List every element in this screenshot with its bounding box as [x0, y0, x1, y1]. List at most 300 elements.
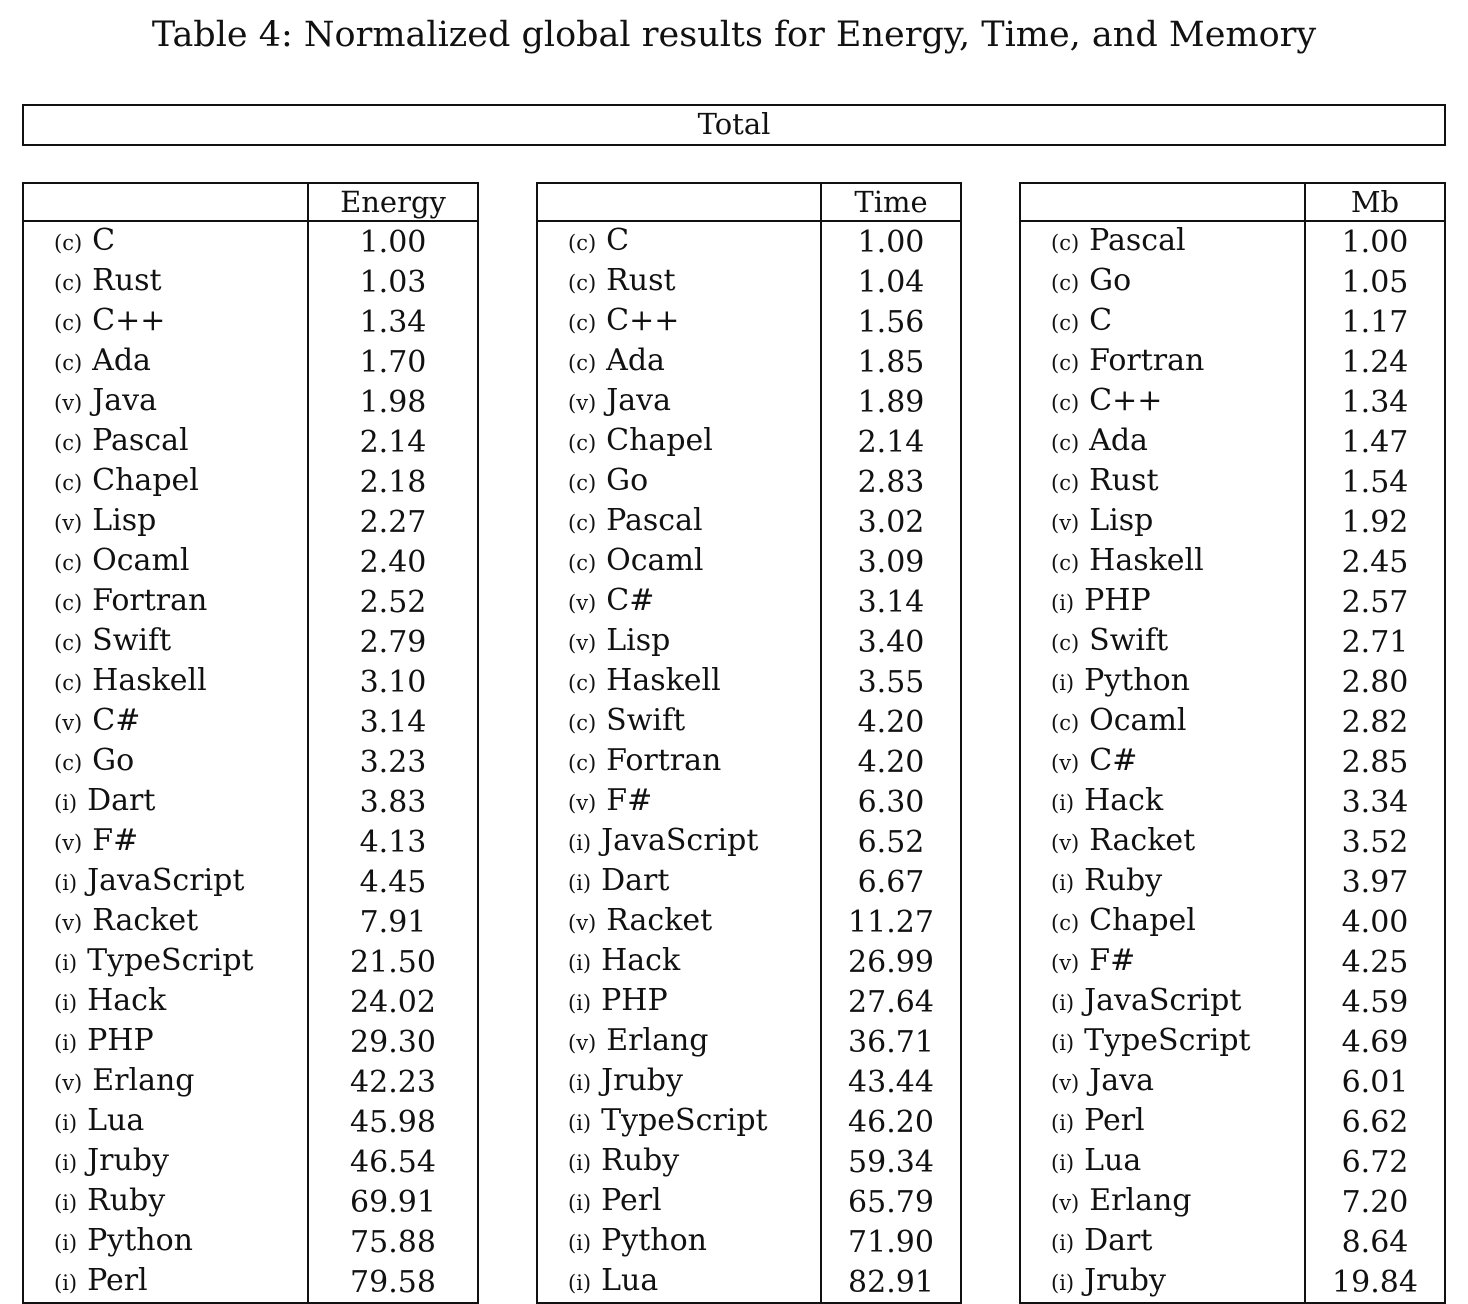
language-name: Fortran [606, 743, 722, 778]
language-name: Go [606, 463, 649, 498]
table-row [537, 1062, 961, 1102]
language-category-tag: (i) [1051, 991, 1075, 1015]
table-row [537, 1022, 961, 1062]
language-name: Pascal [92, 423, 189, 458]
language-category-tag: (i) [568, 1151, 592, 1175]
language-cell [23, 1022, 308, 1062]
language-cell [537, 502, 821, 542]
language-cell [537, 702, 821, 742]
table-row [23, 302, 478, 342]
value-cell: 1.00 [821, 221, 961, 262]
table-row [23, 1262, 478, 1303]
language-category-tag: (c) [1051, 431, 1080, 455]
language-cell [23, 462, 308, 502]
language-name: Ada [606, 343, 665, 378]
language-name: C++ [606, 303, 680, 338]
language-cell [537, 1222, 821, 1262]
language-cell [23, 942, 308, 982]
language-category-tag: (i) [1051, 1271, 1075, 1295]
language-cell [23, 502, 308, 542]
language-name: Ada [92, 343, 151, 378]
value-cell: 29.30 [308, 1022, 478, 1062]
language-category-tag: (i) [1051, 791, 1075, 815]
table-row [537, 422, 961, 462]
value-cell: 3.55 [821, 662, 961, 702]
language-cell [537, 1062, 821, 1102]
language-cell [1020, 1062, 1305, 1102]
value-cell: 1.17 [1305, 302, 1445, 342]
table-row [537, 622, 961, 662]
language-category-tag: (c) [1051, 471, 1080, 495]
table-row [537, 462, 961, 502]
value-cell: 3.23 [308, 742, 478, 782]
table-row [1020, 302, 1445, 342]
value-cell: 11.27 [821, 902, 961, 942]
language-cell [1020, 1142, 1305, 1182]
language-name: Python [601, 1223, 708, 1258]
table-row [1020, 262, 1445, 302]
language-category-tag: (i) [568, 1111, 592, 1135]
table-row [1020, 462, 1445, 502]
language-name: Perl [1084, 1103, 1145, 1138]
total-header: Total [22, 104, 1446, 146]
language-name: Jruby [87, 1143, 169, 1178]
value-cell: 82.91 [821, 1262, 961, 1303]
table-row [23, 1222, 478, 1262]
value-cell: 4.45 [308, 862, 478, 902]
value-cell: 2.71 [1305, 622, 1445, 662]
language-name: Dart [87, 783, 156, 818]
language-category-tag: (i) [568, 831, 592, 855]
language-name: C [1089, 303, 1113, 338]
value-cell: 42.23 [308, 1062, 478, 1102]
language-cell [1020, 902, 1305, 942]
value-cell: 2.14 [308, 422, 478, 462]
language-cell [1020, 742, 1305, 782]
language-cell [23, 422, 308, 462]
value-cell: 3.83 [308, 782, 478, 822]
language-category-tag: (c) [1051, 231, 1080, 255]
value-cell: 1.05 [1305, 262, 1445, 302]
language-name: Jruby [601, 1063, 683, 1098]
table-row [537, 342, 961, 382]
language-cell [537, 1102, 821, 1142]
language-name: C# [1089, 743, 1138, 778]
table-row [23, 422, 478, 462]
language-name: C [606, 223, 630, 258]
language-name: C++ [92, 303, 166, 338]
value-cell: 4.20 [821, 702, 961, 742]
language-cell [537, 221, 821, 262]
value-cell: 4.69 [1305, 1022, 1445, 1062]
language-cell [23, 822, 308, 862]
table-row [1020, 1022, 1445, 1062]
table-row [23, 702, 478, 742]
table-row [1020, 422, 1445, 462]
language-name: PHP [87, 1023, 154, 1058]
language-name: Erlang [1089, 1183, 1192, 1218]
language-name: PHP [601, 983, 668, 1018]
language-cell [23, 702, 308, 742]
value-cell: 43.44 [821, 1062, 961, 1102]
table-row [23, 462, 478, 502]
value-cell: 75.88 [308, 1222, 478, 1262]
time-table-blank-header [537, 183, 821, 221]
language-category-tag: (v) [1051, 511, 1080, 535]
language-cell [23, 902, 308, 942]
language-cell [23, 1222, 308, 1262]
value-cell: 2.27 [308, 502, 478, 542]
language-category-tag: (c) [568, 231, 597, 255]
language-cell [537, 782, 821, 822]
table-row [1020, 1142, 1445, 1182]
language-category-tag: (i) [568, 1071, 592, 1095]
language-name: Chapel [606, 423, 713, 458]
value-cell: 2.14 [821, 422, 961, 462]
table-row [1020, 221, 1445, 262]
language-cell [1020, 502, 1305, 542]
value-cell: 2.85 [1305, 742, 1445, 782]
table-row [1020, 1102, 1445, 1142]
language-name: Lisp [92, 503, 157, 538]
language-cell [537, 1142, 821, 1182]
language-name: Chapel [92, 463, 199, 498]
language-name: Swift [1089, 623, 1169, 658]
language-name: Erlang [606, 1023, 709, 1058]
language-category-tag: (i) [1051, 671, 1075, 695]
language-category-tag: (c) [568, 311, 597, 335]
language-cell [1020, 1022, 1305, 1062]
language-name: Lisp [606, 623, 671, 658]
language-name: C# [606, 583, 655, 618]
table-row [1020, 1262, 1445, 1303]
table-row [23, 502, 478, 542]
table-row [1020, 542, 1445, 582]
language-name: TypeScript [1084, 1023, 1251, 1058]
language-category-tag: (v) [54, 511, 83, 535]
language-cell [537, 342, 821, 382]
language-name: Swift [92, 623, 172, 658]
value-cell: 1.70 [308, 342, 478, 382]
language-category-tag: (i) [1051, 1111, 1075, 1135]
language-name: Java [1089, 1063, 1154, 1098]
value-cell: 24.02 [308, 982, 478, 1022]
language-name: Dart [601, 863, 670, 898]
language-cell [23, 582, 308, 622]
language-cell [1020, 302, 1305, 342]
value-cell: 3.10 [308, 662, 478, 702]
language-name: Haskell [92, 663, 207, 698]
table-row [1020, 902, 1445, 942]
language-cell [23, 342, 308, 382]
language-category-tag: (i) [54, 1111, 78, 1135]
language-cell [1020, 622, 1305, 662]
table-row [1020, 502, 1445, 542]
language-category-tag: (i) [568, 1231, 592, 1255]
language-category-tag: (c) [568, 671, 597, 695]
value-cell: 8.64 [1305, 1222, 1445, 1262]
language-name: Perl [601, 1183, 662, 1218]
language-category-tag: (c) [1051, 551, 1080, 575]
language-cell [1020, 982, 1305, 1022]
language-name: Lua [87, 1103, 145, 1138]
table-row [537, 382, 961, 422]
language-cell [23, 1142, 308, 1182]
language-category-tag: (i) [568, 1191, 592, 1215]
table-row [1020, 662, 1445, 702]
language-cell [1020, 1262, 1305, 1303]
language-cell [23, 302, 308, 342]
language-category-tag: (c) [54, 231, 83, 255]
value-cell: 2.80 [1305, 662, 1445, 702]
language-name: F# [1089, 943, 1136, 978]
language-category-tag: (c) [568, 511, 597, 535]
table-row [537, 582, 961, 622]
language-cell [23, 782, 308, 822]
language-cell [23, 542, 308, 582]
time-column-header: Time [821, 183, 961, 221]
language-name: Ocaml [92, 543, 190, 578]
language-category-tag: (c) [1051, 911, 1080, 935]
language-cell [23, 1102, 308, 1142]
language-category-tag: (v) [54, 711, 83, 735]
language-name: Ocaml [1089, 703, 1187, 738]
language-category-tag: (i) [1051, 591, 1075, 615]
value-cell: 1.85 [821, 342, 961, 382]
language-category-tag: (c) [568, 351, 597, 375]
language-name: Fortran [1089, 343, 1205, 378]
language-name: C# [92, 703, 141, 738]
table-row [1020, 862, 1445, 902]
value-cell: 3.02 [821, 502, 961, 542]
language-name: Perl [87, 1263, 148, 1298]
language-category-tag: (v) [1051, 751, 1080, 775]
table-row [23, 982, 478, 1022]
value-cell: 1.89 [821, 382, 961, 422]
table-row [1020, 1182, 1445, 1222]
language-name: Rust [92, 263, 162, 298]
language-category-tag: (v) [568, 391, 597, 415]
language-cell [1020, 342, 1305, 382]
table-row [23, 862, 478, 902]
language-category-tag: (v) [54, 831, 83, 855]
value-cell: 6.52 [821, 822, 961, 862]
language-category-tag: (c) [54, 351, 83, 375]
value-cell: 4.13 [308, 822, 478, 862]
language-category-tag: (v) [54, 1071, 83, 1095]
memory-column-header: Mb [1305, 183, 1445, 221]
language-cell [1020, 221, 1305, 262]
language-category-tag: (i) [568, 871, 592, 895]
language-cell [1020, 582, 1305, 622]
value-cell: 4.20 [821, 742, 961, 782]
language-cell [23, 1262, 308, 1303]
language-name: Lua [1084, 1143, 1142, 1178]
table-row [537, 982, 961, 1022]
language-category-tag: (c) [54, 431, 83, 455]
value-cell: 7.20 [1305, 1182, 1445, 1222]
table-row [537, 902, 961, 942]
table-row [23, 582, 478, 622]
language-cell [1020, 942, 1305, 982]
language-category-tag: (c) [54, 311, 83, 335]
language-category-tag: (i) [568, 1271, 592, 1295]
language-category-tag: (c) [54, 751, 83, 775]
language-cell [537, 902, 821, 942]
value-cell: 3.34 [1305, 782, 1445, 822]
language-cell [537, 422, 821, 462]
table-row [1020, 982, 1445, 1022]
table-row [1020, 1222, 1445, 1262]
language-cell [537, 942, 821, 982]
table-row [537, 262, 961, 302]
value-cell: 1.34 [308, 302, 478, 342]
value-cell: 46.20 [821, 1102, 961, 1142]
language-name: Haskell [606, 663, 721, 698]
language-cell [537, 382, 821, 422]
table-row [23, 822, 478, 862]
language-name: Hack [87, 983, 167, 1018]
value-cell: 3.14 [308, 702, 478, 742]
language-category-tag: (i) [54, 1191, 78, 1215]
language-cell [537, 742, 821, 782]
language-cell [537, 1262, 821, 1303]
language-cell [1020, 422, 1305, 462]
value-cell: 3.40 [821, 622, 961, 662]
language-category-tag: (i) [1051, 1031, 1075, 1055]
value-cell: 6.67 [821, 862, 961, 902]
value-cell: 2.57 [1305, 582, 1445, 622]
table-row [1020, 742, 1445, 782]
value-cell: 1.54 [1305, 462, 1445, 502]
language-category-tag: (c) [54, 671, 83, 695]
table-row [537, 862, 961, 902]
language-cell [1020, 782, 1305, 822]
language-name: TypeScript [601, 1103, 768, 1138]
table-row [23, 622, 478, 662]
value-cell: 21.50 [308, 942, 478, 982]
language-cell [1020, 462, 1305, 502]
language-category-tag: (v) [568, 791, 597, 815]
table-row [1020, 702, 1445, 742]
language-category-tag: (v) [568, 911, 597, 935]
table-row [537, 502, 961, 542]
language-cell [1020, 382, 1305, 422]
language-category-tag: (c) [568, 751, 597, 775]
language-cell [537, 582, 821, 622]
language-category-tag: (i) [54, 1031, 78, 1055]
language-category-tag: (v) [568, 631, 597, 655]
language-name: Chapel [1089, 903, 1196, 938]
value-cell: 2.45 [1305, 542, 1445, 582]
language-cell [537, 982, 821, 1022]
table-row [23, 1062, 478, 1102]
language-cell [1020, 1182, 1305, 1222]
language-category-tag: (v) [1051, 831, 1080, 855]
language-cell [1020, 702, 1305, 742]
language-category-tag: (c) [54, 631, 83, 655]
language-category-tag: (c) [54, 471, 83, 495]
table-row [537, 302, 961, 342]
language-cell [23, 622, 308, 662]
table-row [23, 742, 478, 782]
value-cell: 4.25 [1305, 942, 1445, 982]
table-row [23, 542, 478, 582]
table-row [23, 342, 478, 382]
value-cell: 65.79 [821, 1182, 961, 1222]
language-category-tag: (c) [54, 591, 83, 615]
table-row [1020, 622, 1445, 662]
value-cell: 2.40 [308, 542, 478, 582]
value-cell: 3.14 [821, 582, 961, 622]
language-category-tag: (c) [568, 271, 597, 295]
language-name: Hack [1084, 783, 1164, 818]
language-name: JavaScript [1084, 983, 1242, 1018]
value-cell: 26.99 [821, 942, 961, 982]
value-cell: 27.64 [821, 982, 961, 1022]
language-category-tag: (c) [1051, 311, 1080, 335]
language-category-tag: (c) [568, 431, 597, 455]
time-table [536, 182, 962, 1304]
table-row [23, 1182, 478, 1222]
value-cell: 2.83 [821, 462, 961, 502]
table-row [537, 942, 961, 982]
language-name: Pascal [1089, 223, 1186, 258]
value-cell: 3.97 [1305, 862, 1445, 902]
language-name: Fortran [92, 583, 208, 618]
language-category-tag: (v) [1051, 1071, 1080, 1095]
language-category-tag: (i) [1051, 1151, 1075, 1175]
table-row [23, 782, 478, 822]
language-name: Rust [1089, 463, 1159, 498]
language-name: Go [92, 743, 135, 778]
table-row [537, 1262, 961, 1303]
language-cell [23, 862, 308, 902]
language-cell [23, 982, 308, 1022]
value-cell: 2.52 [308, 582, 478, 622]
table-row [1020, 942, 1445, 982]
language-category-tag: (c) [1051, 391, 1080, 415]
language-name: Swift [606, 703, 686, 738]
table-row [1020, 822, 1445, 862]
language-name: Ruby [601, 1143, 680, 1178]
value-cell: 1.98 [308, 382, 478, 422]
memory-table-blank-header [1020, 183, 1305, 221]
language-name: Dart [1084, 1223, 1153, 1258]
language-category-tag: (c) [1051, 271, 1080, 295]
memory-table [1019, 182, 1446, 1304]
table-row [23, 902, 478, 942]
language-name: Pascal [606, 503, 703, 538]
language-name: Lua [601, 1263, 659, 1298]
value-cell: 4.59 [1305, 982, 1445, 1022]
value-cell: 1.00 [308, 221, 478, 262]
language-cell [1020, 1102, 1305, 1142]
language-category-tag: (v) [568, 1031, 597, 1055]
value-cell: 1.24 [1305, 342, 1445, 382]
language-name: Hack [601, 943, 681, 978]
value-cell: 1.00 [1305, 221, 1445, 262]
table-row [23, 662, 478, 702]
language-category-tag: (v) [1051, 1191, 1080, 1215]
language-cell [23, 1182, 308, 1222]
language-category-tag: (i) [54, 871, 78, 895]
language-name: F# [606, 783, 653, 818]
language-category-tag: (i) [568, 951, 592, 975]
value-cell: 1.34 [1305, 382, 1445, 422]
language-cell [537, 542, 821, 582]
table-row [537, 742, 961, 782]
